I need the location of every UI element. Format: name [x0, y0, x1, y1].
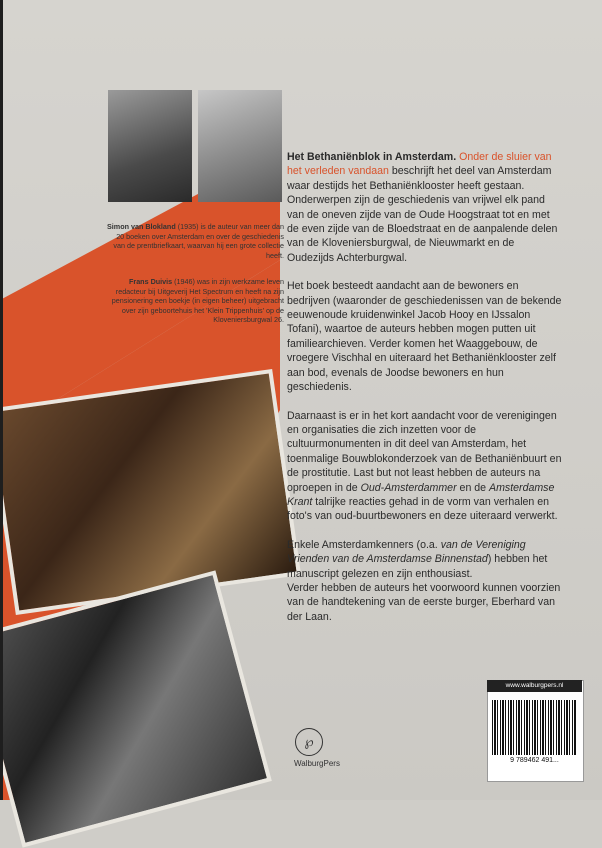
photo-shop-interior [0, 369, 301, 615]
blurb-paragraph-5: Verder hebben de auteurs het voorwoord kunnen voorzien van de handtekening van de eerste burger, Eberhard van der Laan. [287, 581, 561, 623]
blurb-paragraph-2: Het boek besteedt aandacht aan de bewoners en bedrijven (waaronder de geschiedenissen van de bekende eeuwenoude kruidenwinkel Jacob Hooy en IJssalon Tofani), waartoe de auteurs hebben mogen putten uit familiearchieven. Verder komen het Waaggebouw, de vroegere Vischhal en uiteraard het Bethaniënklooster zelf aan bod, evenals de Joodse bewoners en hun geschiedenis. [287, 280, 562, 394]
spine-edge [0, 0, 3, 800]
publisher-logo-icon: ℘ [295, 728, 323, 756]
blurb [287, 150, 562, 638]
blurb-paragraph-3: Daarnaast is er in het kort aandacht voor de verenigingen en organisaties die zich inzetten voor de cultuurmonumenten in dit deel van Amsterdam, het toenmalige Bouwblokonderzoek van de Bethaniënbuurt en de prostitutie. Last but not least hebben de auteurs na oproepen in de Oud-Amsterdammer en de Amsterdamse Krant talrijke reacties gehad in de vorm van verhalen en foto's van oud-buurtbewoners en deze uiteraard verwerkt. [287, 409, 562, 523]
portrait-frans-duivis [198, 90, 282, 202]
bio-frans: Frans Duivis (1946) was in zijn werkzame leven redacteur bij Uitgeverij Het Spectrum en heeft na zijn pensionering een boekje (in eigen beheer) uitgebracht over zijn geboortehuis het 'Klein Trippenhuis' op de Kloveniersburgwal 26. [111, 277, 284, 325]
blurb-paragraph-4: Enkele Amsterdamkenners (o.a. van de Vereniging Vrienden van de Amsterdamse Binnenstad) hebben het manuscript gelezen en zijn enthousiast. [287, 538, 548, 580]
portrait-simon-van-blokland [108, 90, 192, 202]
publisher-name: WalburgPers [294, 759, 340, 768]
publisher-url: www.walburgpers.nl [487, 680, 582, 692]
bio-simon: Simon van Blokland (1935) is de auteur van meer dan 20 boeken over Amsterdam en over de geschiedenis van de prentbriefkaart, waarvan hij een grote collectie heeft. [107, 222, 284, 260]
book-title: Het Bethaniënblok in Amsterdam. [287, 151, 457, 163]
book-subtitle: Onder de sluier van het verleden vandaan [287, 151, 552, 178]
barcode-icon [492, 700, 577, 755]
isbn-number: 9 789462 491... [510, 757, 559, 764]
blurb-paragraph-1: Het Bethaniënblok in Amsterdam. Onder de sluier van het verleden vandaan beschrijft het deel van Amsterdam waar destijds het Bethaniënklooster heeft gestaan. Onderwerpen zijn de geschiedenis van vrijwel elk pand van de oneven zijde van de Oude Hoogstraat tot en met de even zijde van de Bloedstraat en de aanpalende delen van de Kloveniersburgwal, de Nieuwmarkt en de Oudezijds Achterburgwal. [287, 151, 558, 264]
